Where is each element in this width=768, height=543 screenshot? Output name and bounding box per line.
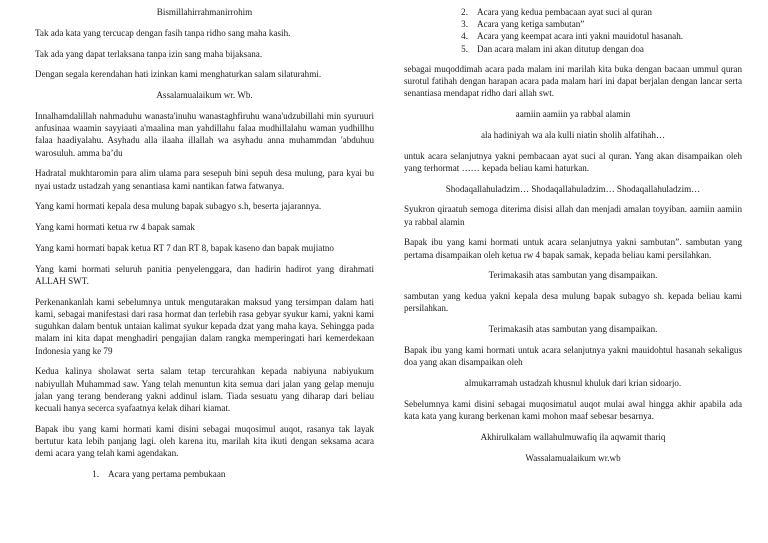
thanks-line-1: Terimakasih atas sambutan yang disampaikan. <box>488 270 658 281</box>
mauidoh-intro-paragraph: Bapak ibu yang kami hormati untuk acara selanjutnya yakni mauidohtul hasanah sekaligus doa yang akan disampaikan oleh <box>404 345 742 368</box>
apology-paragraph: Sebelumnya kami disini sebagai muqosimatul auqot mulai awal hingga akhir apabila ada kata kata yang kurang berkenan kami mohon maaf sebesar besarnya. <box>404 398 742 421</box>
respect-ulama-paragraph: Hadratal mukhtaromin para alim ulama para sesepuh bini sepuh desa mulung, para kyai bu nyai ustadz ustadzah yang senantiasa kami nantikan fatwa fatwanya. <box>35 168 374 191</box>
opening-fatihah-paragraph: sebagai muqoddimah acara pada malam ini marilah kita buka dengan bacaan ummul quran surotul fatihah dengan harapan acara pada malam hari ini dapat berjalan dengan lancar serta senantiasa mendapat ridho dari allah swt. <box>404 63 742 99</box>
shodaqallah-line: Shodaqallahuladzim… Shodaqallahuladzim… Shodaqallahuladzim… <box>445 183 701 194</box>
list-item: 5. Dan acara malam ini akan ditutup dengan doa <box>461 43 644 54</box>
list-item: 3. Acara yang ketiga sambutan” <box>461 19 585 30</box>
opening-line-1: Tak ada kata yang tercucap dengan fasih tanpa ridho sang maha kasih. <box>35 27 291 38</box>
sholawat-paragraph: Kedua kalinya sholawat serta salam tetap tercurahkan kepada nabiyuna nabiyukum nabiyullah Muhammad saw. Yang telah menuntun kita semua dari jalan yang gelap menuju jalan yang terang benderang yakni addinul islam. Tiada sesuatu yang diharap dari beliau kecuali hanya secerca syafaatnya kelak dihari kiamat. <box>35 366 374 413</box>
respect-rw-head: Yang kami hormati ketua rw 4 bapak samak <box>35 222 195 233</box>
list-item: 2. Acara yang kedua pembacaan ayat suci al quran <box>461 7 652 17</box>
basmalah-heading: Bismillahirrahmanirrohim <box>156 7 253 17</box>
respect-village-head: Yang kami hormati kepala desa mulung bapak subagyo s.h, beserta jajarannya. <box>35 201 322 212</box>
agenda-list-part-2 <box>404 6 742 55</box>
alfatihah-line: ala hadiniyah wa ala kulli niatin sholih alfatihah… <box>480 129 666 140</box>
thanks-line-2: Terimakasih atas sambutan yang disampaikan. <box>488 324 658 335</box>
sambutan-intro-paragraph: Bapak ibu yang kami hormati untuk acara selanjutnya yakni sambutan”. sambutan yang pertama disampaikan oleh ketua rw 4 bapak samak, kepada beliau kami persilahkan. <box>404 237 742 260</box>
right-column <box>404 6 742 472</box>
respect-committee: Yang kami hormati seluruh panitia penyelenggara, dan hadirin hadirot yang dirahmati ALLAH SWT. <box>35 263 374 286</box>
agenda-intro-paragraph: Bapak ibu yang kami hormati kami disini sebagai muqosimul auqot, rasanya tak layak bertutur kata lebih panjang lagi. oleh karena itu, marilah kita ikuti dengan seksama acara demi acara yang telah kami agendakan. <box>35 423 374 459</box>
sambutan-second-paragraph: sambutan yang kedua yakni kepala desa mulung bapak subagyo sh. kepada beliau kami persilahkan. <box>404 291 742 314</box>
agenda-list-part-1 <box>35 468 374 480</box>
left-column <box>35 6 374 488</box>
closing-salam: Wassalamualaikum wr.wb <box>525 452 621 463</box>
opening-line-2: Tak ada yang dapat terlaksana tanpa izin sang maha bijaksana. <box>35 48 263 59</box>
quran-recitation-paragraph: untuk acara selanjutnya yakni pembacaan ayat suci al quran. Yang akan disampaikan oleh yang terhormat …… kepada beliau kami haturkan. <box>404 150 742 173</box>
closing-line: Akhirulkalam wallahulmuwafiq ila aqwamit thariq <box>480 431 666 442</box>
list-item: 4. Acara yang keempat acara inti yakni mauidotul hasanah. <box>461 31 684 42</box>
speaker-line: almukarramah ustadzah khusnul khuluk dari krian sidoarjo. <box>464 378 682 388</box>
list-item: 1. Acara yang pertama pembukaan <box>92 469 226 479</box>
opening-prayer-paragraph: Innalhamdalillah nahmaduhu wanasta'inuhu wanastaghfiruhu wana'udzubillahi min syuruuri anfusinaa waamin sayyiaati a'maalina man yahdillahu falaa mudhillalahu waman yudhillhu falaa haadiyalahu. Asyhadu alla ilaaha illallah wa asyhadu anna muhammdan 'abduhuu warosuluh. amma ba’du <box>35 110 374 158</box>
syukron-paragraph: Syukron qiraatuh semoga diterima disisi allah dan menjadi amalan toyyiban. aamiin aamiin ya rabbal alamin <box>404 204 742 227</box>
aamiin-line: aamiin aamiin ya rabbal alamin <box>515 109 631 120</box>
opening-line-3: Dengan segala kerendahan hati izinkan kami menghaturkan salam silaturahmi. <box>35 69 322 80</box>
respect-rt-heads: Yang kami hormati bapak ketua RT 7 dan RT 8, bapak kaseno dan bapak mujiatno <box>35 242 334 253</box>
salam-greeting: Assalamualaikum wr. Wb. <box>156 90 253 101</box>
gratitude-paragraph: Perkenankanlah kami sebelumnya untuk mengutarakan maksud yang tersimpan dalam hati kami, sebagai manifestasi dari rasa hormat dan terlebih rasa gebyar syukur kami, yakni kami suguhkan dalam bentuk untaian kalimat syukur kepada dzat yang maha kaya. Sehingga pada malam ini kita dapat menghadiri pengajian dalam rangka memperingati hari kemerdekaan Indonesia yang ke 79 <box>35 296 374 356</box>
